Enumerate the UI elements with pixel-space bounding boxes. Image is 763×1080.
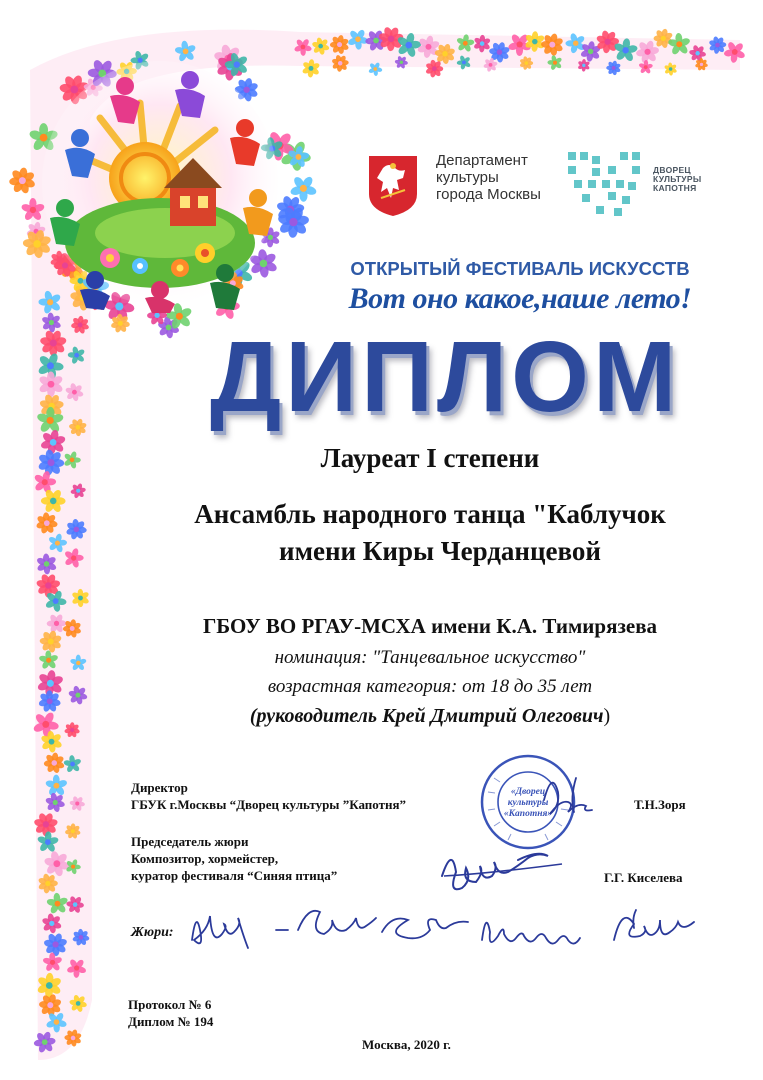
leader-line — [110, 705, 750, 728]
pixel-mosaic-icon — [568, 152, 648, 220]
age-category-text: возрастная категория: от 18 до 35 лет — [267, 676, 593, 697]
protocol-number: Протокол № 6 — [128, 997, 212, 1012]
director-name: Т.Н.Зоря — [634, 797, 686, 812]
department-logo-line-1: Департамент — [436, 152, 528, 169]
stamp-text-2: культуры — [507, 798, 549, 808]
leader-open-paren: ( — [249, 705, 257, 727]
department-logo-line-2: культуры — [436, 169, 499, 186]
official-stamp — [474, 748, 594, 856]
leader-close-paren: ) — [603, 705, 611, 727]
palace-logo-text — [653, 166, 701, 193]
ensemble-name-line-2: имени Киры Черданцевой — [279, 536, 601, 566]
diploma-title: ДИПЛОМ — [210, 321, 681, 433]
department-logo-text — [436, 152, 541, 203]
jury-label: Жюри: — [131, 925, 174, 940]
festival-emblem-icon — [40, 58, 280, 313]
palace-logo-line-3: КАПОТНЯ — [653, 183, 697, 193]
diploma-number: Диплом № 194 — [128, 1014, 214, 1029]
jury-chair-signature — [436, 846, 576, 896]
director-organization: ГБУК г.Москвы “Дворец культуры ”Капотня” — [131, 797, 407, 812]
director-title: Директор — [131, 780, 188, 795]
palace-logo-line-1: ДВОРЕЦ — [653, 165, 691, 175]
festival-title: ОТКРЫТЫЙ ФЕСТИВАЛЬ ИСКУССТВ — [350, 258, 690, 279]
laureate-degree: Лауреат I степени — [320, 443, 540, 473]
festival-slogan: Вот оно какое,наше лето! — [348, 282, 692, 315]
palace-logo-line-2: КУЛЬТУРЫ — [653, 174, 702, 184]
city-and-year: Москва, 2020 г. — [362, 1037, 451, 1052]
jury-chair-name: Г.Г. Киселева — [604, 870, 683, 885]
ensemble-name-line-1: Ансамбль народного танца "Каблучок — [194, 499, 666, 529]
leader-name: руководитель Крей Дмитрий Олегович — [256, 705, 604, 727]
jury-chair-curator: куратор фестиваля “Синяя птица” — [131, 868, 338, 883]
jury-chair-title: Председатель жюри — [131, 834, 249, 849]
jury-chair-role: Композитор, хормейстер, — [131, 851, 279, 866]
jury-signatures — [184, 900, 704, 956]
department-logo-line-3: города Москвы — [436, 186, 541, 203]
stamp-text-3: «Капотня» — [503, 809, 553, 819]
organization-name: ГБОУ ВО РГАУ-МСХА имени К.А. Тимирязева — [202, 614, 658, 638]
moscow-coat-of-arms-icon — [367, 154, 419, 218]
stamp-text-1: «Дворец — [510, 787, 546, 797]
nomination-text: номинация: "Танцевальное искусство" — [274, 647, 586, 668]
